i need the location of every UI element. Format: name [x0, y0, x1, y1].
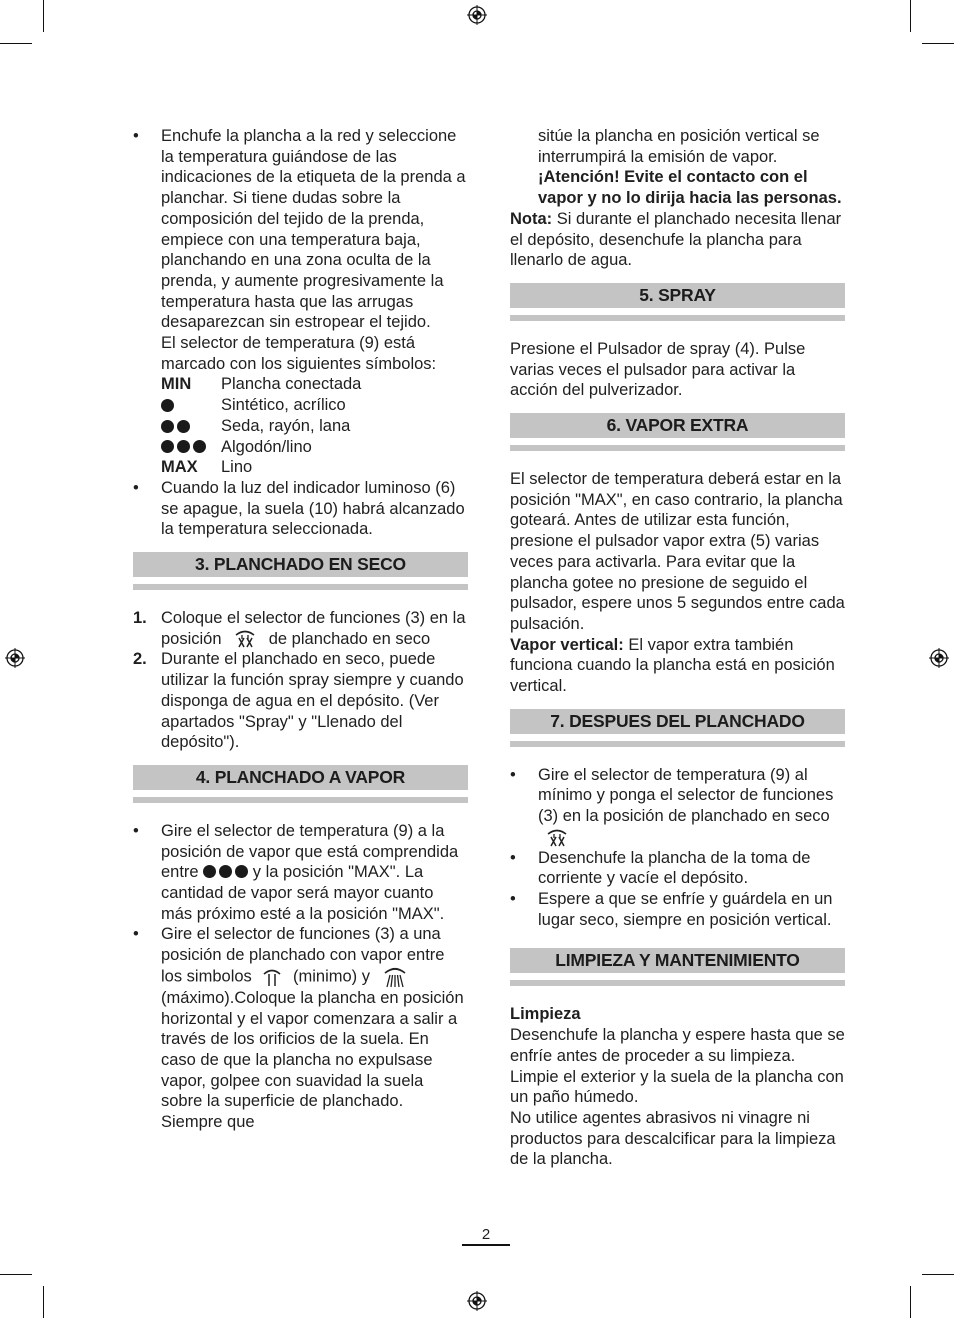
subsection-title: Limpieza: [510, 1005, 581, 1024]
paragraph: Cuando la luz del indicador luminoso (6) se apague, la suela (10) habrá alcanzado la temperatura seleccionada.: [161, 478, 465, 539]
crop-mark: [910, 1286, 911, 1318]
continued-item: [510, 126, 845, 209]
item-text: Gire el selector de temperatura (9) a la posición de vapor que está comprendida entre: [161, 821, 459, 882]
item-text: Gire el selector de funciones (3) a una posición de planchado con vapor entre los simbolos: [161, 925, 445, 986]
list-item: [510, 765, 845, 848]
symbol-row: [161, 457, 468, 478]
note-paragraph: [510, 209, 845, 271]
registration-mark-icon: [466, 4, 488, 26]
bullet: •: [133, 478, 139, 497]
bullet: •: [133, 821, 139, 840]
section-header-limpieza: [510, 948, 845, 986]
list-item: [133, 924, 468, 1132]
paragraph: El selector de temperatura (9) está marcado con los siguientes símbolos:: [161, 334, 437, 373]
item-number: 2.: [133, 650, 147, 669]
registration-mark-icon: [466, 1290, 488, 1312]
bullet: •: [510, 889, 516, 908]
item-text: de planchado en seco: [268, 629, 431, 648]
crop-mark: [43, 1286, 44, 1318]
section-header-planchado-en-seco: [133, 552, 468, 590]
crop-mark: [43, 0, 44, 32]
crop-mark: [922, 43, 954, 44]
section-title: 6. VAPOR EXTRA: [510, 413, 845, 438]
item-text: (minimo) y: [292, 967, 370, 986]
two-dots-icon: [161, 416, 221, 437]
item-text: Desenchufe la plancha de la toma de corriente y vacíe el depósito.: [538, 848, 811, 888]
list-item: [510, 848, 845, 889]
list-item: [133, 821, 468, 925]
three-dots-icon: [203, 865, 248, 878]
one-dot-icon: [161, 395, 221, 416]
crop-mark: [910, 0, 911, 32]
page-number-rule: [462, 1244, 510, 1246]
registration-mark-icon: [928, 647, 950, 669]
numbered-item: [133, 649, 468, 753]
warning-text: ¡Atención! Evite el contacto con el vapor y no lo dirija hacia las personas.: [538, 168, 842, 208]
item-text: y la posición "MAX". La cantidad de vapor será mayor cuanto más próximo esté a la posición "MAX".: [161, 863, 445, 923]
item-number: 1.: [133, 608, 147, 627]
list-item: [133, 126, 468, 374]
bullet: •: [510, 848, 516, 867]
section-rule: [510, 741, 845, 747]
section-rule: [133, 797, 468, 803]
paragraph: El selector de temperatura deberá estar en la posición "MAX", en caso contrario, la plancha goteará. Antes de utilizar esta función, presione el pulsador vapor extra (5) varias veces para activarla. Para evitar que la plancha gotee no presione de seguido el pulsador, espere unos 5 segundos entre cada pulsación.: [510, 470, 845, 633]
symbol-label: Lino: [221, 458, 253, 477]
section-header-planchado-a-vapor: [133, 765, 468, 803]
section-title: 7. DESPUES DEL PLANCHADO: [510, 709, 845, 734]
crop-mark: [922, 1274, 954, 1275]
item-text: Gire el selector de temperatura (9) al mínimo y ponga el selector de funciones (3) en la posición de planchado en seco: [538, 765, 834, 826]
page-number: 2: [481, 1226, 491, 1243]
dry-ironing-icon: [231, 629, 259, 649]
three-dots-icon: [161, 437, 221, 458]
vertical-steam-text: El vapor extra también funciona cuando la plancha está en posición vertical.: [510, 635, 835, 696]
symbol-row: [161, 395, 468, 416]
symbol-row: [161, 416, 468, 437]
left-column: [133, 126, 468, 1133]
symbol-row: [161, 437, 468, 458]
section-rule: [510, 315, 845, 321]
symbol-row: [161, 374, 468, 395]
paragraph: sitúe la plancha en posición vertical se interrumpirá la emisión de vapor.: [538, 127, 820, 166]
numbered-item: [133, 608, 468, 649]
steam-min-icon: [261, 967, 283, 987]
bullet: •: [133, 127, 139, 145]
section-header-vapor-extra: [510, 413, 845, 451]
list-item: [133, 478, 468, 540]
symbol-key: MIN: [161, 375, 192, 394]
temperature-symbol-table: [133, 374, 468, 477]
symbol-label: Sintético, acrílico: [221, 396, 346, 415]
list-item: [510, 889, 845, 930]
section-header-spray: [510, 283, 845, 321]
paragraph: No utilice agentes abrasivos ni vinagre ni productos para descalcificar para la limpieza de la plancha.: [510, 1108, 836, 1169]
item-text: Coloque el selector de funciones (3) en la posición: [161, 608, 466, 648]
crop-mark: [0, 43, 32, 44]
section-title: 3. PLANCHADO EN SECO: [133, 552, 468, 577]
symbol-key: MAX: [161, 458, 198, 477]
note-text: Si durante el planchado necesita llenar el depósito, desenchufe la plancha para llenarlo de agua.: [510, 209, 842, 270]
paragraph: Enchufe la plancha a la red y seleccione la temperatura guiándose de las indicaciones de la etiqueta de la prenda a planchar. Si tiene dudas sobre la composición del tejido de la prenda, empiece con una temperatura baja, planchando en una zona oculta de la prenda, y aumente progresivamente la temperatura hasta que las arrugas desaparezcan sin estropear el tejido.: [161, 127, 466, 332]
vertical-steam-label: Vapor vertical:: [510, 635, 624, 654]
section-title: 5. SPRAY: [510, 283, 845, 308]
bullet: •: [133, 925, 139, 944]
section-title: 4. PLANCHADO A VAPOR: [133, 765, 468, 790]
paragraph: Limpie el exterior y la suela de la plancha con un paño húmedo.: [510, 1067, 844, 1107]
symbol-label: Seda, rayón, lana: [221, 416, 351, 435]
right-column: [510, 126, 845, 1170]
crop-mark: [0, 1274, 32, 1275]
paragraph: Presione el Pulsador de spray (4). Pulse varias veces el pulsador para activar la acción del pulverizador.: [510, 339, 806, 400]
steam-max-icon: [380, 966, 410, 988]
item-text: (máximo).Coloque la plancha en posición horizontal y el vapor comenzara a salir a través de los orificios de la suela. En caso de que la plancha no expulsase vapor, golpee con suavidad la suela sobre la superficie de planchado. Siempre que: [161, 988, 464, 1132]
section-rule: [133, 584, 468, 590]
section-header-despues-del-planchado: [510, 709, 845, 747]
symbol-label: Plancha conectada: [221, 375, 362, 394]
registration-mark-icon: [4, 647, 26, 669]
item-text: Espere a que se enfríe y guárdela en un lugar seco, siempre en posición vertical.: [538, 889, 833, 929]
paragraph: [510, 635, 845, 697]
section-rule: [510, 980, 845, 986]
bullet: •: [510, 765, 516, 784]
section-title: LIMPIEZA Y MANTENIMIENTO: [510, 948, 845, 973]
note-label: Nota:: [510, 209, 553, 228]
section-rule: [510, 445, 845, 451]
symbol-label: Algodón/lino: [221, 437, 312, 456]
item-text: Durante el planchado en seco, puede utilizar la función spray siempre y cuando disponga de agua en el depósito. (Ver apartados "Spray" y "Llenado del depósito").: [161, 650, 464, 752]
paragraph: Desenchufe la plancha y espere hasta que se enfríe antes de proceder a su limpieza.: [510, 1026, 845, 1065]
dry-ironing-icon: [543, 828, 571, 848]
